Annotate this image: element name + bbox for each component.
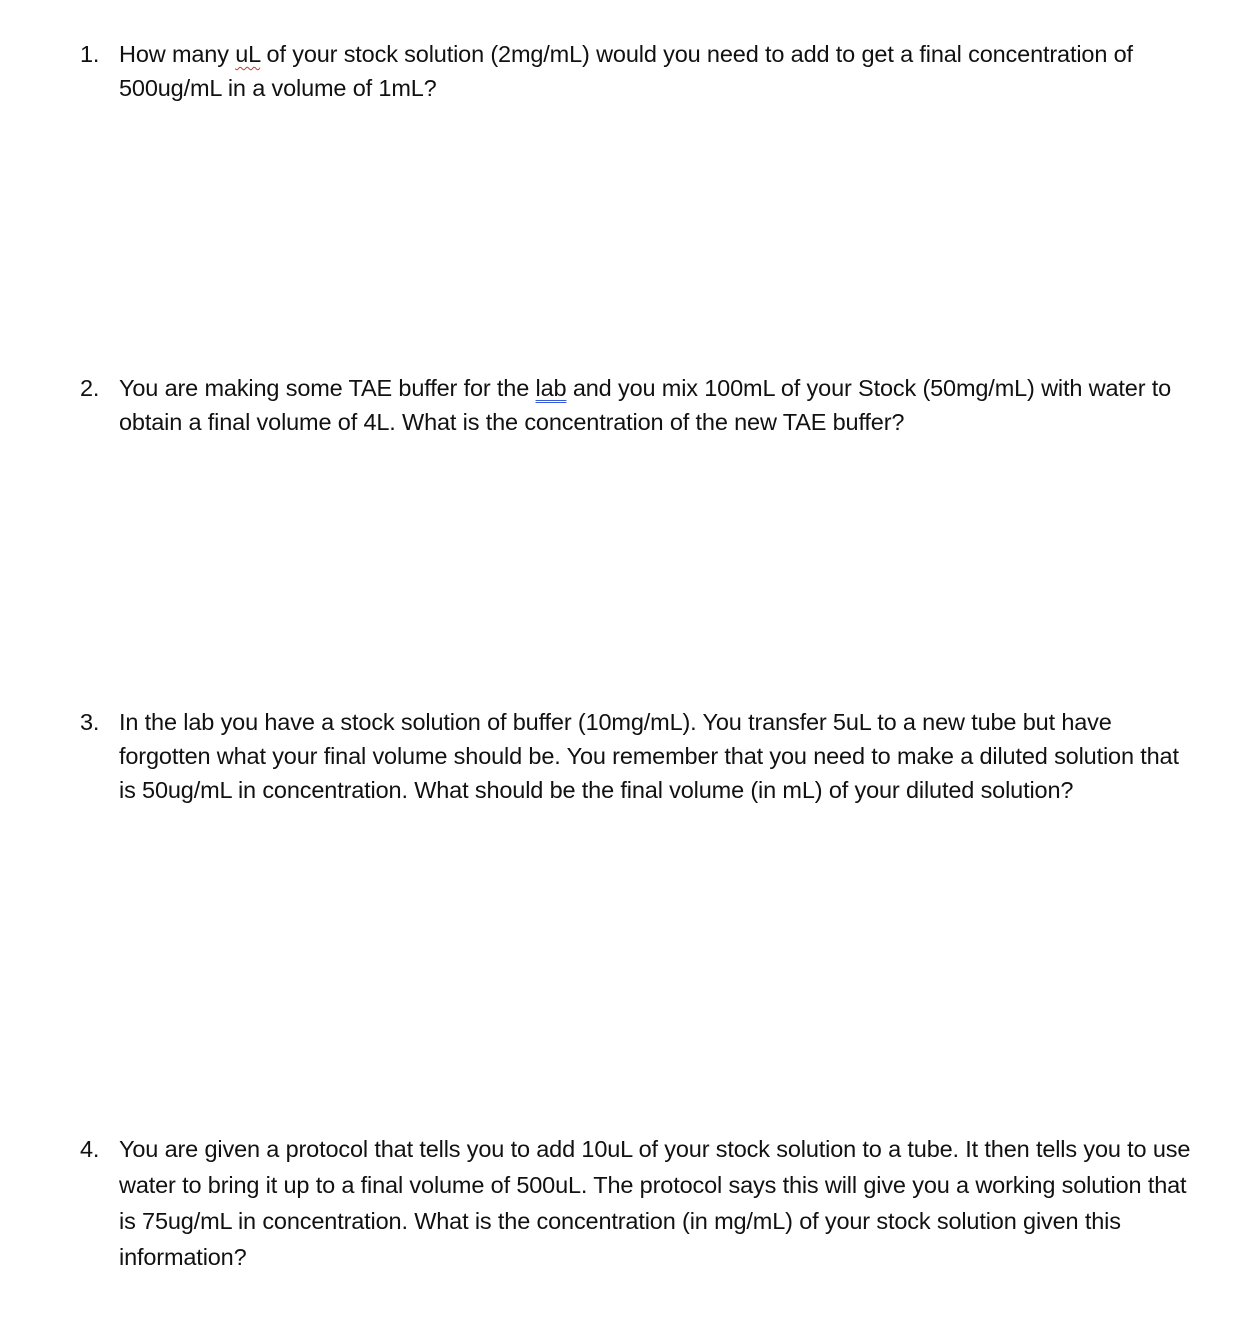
question-number: 1. xyxy=(80,41,100,67)
question-text xyxy=(119,371,1200,439)
question-text: In the lab you have a stock solution of buffer (10mg/mL). You transfer 5uL to a new tube but have forgotten what your final volume should be. You remember that you need to make a diluted solution that is 50ug/mL in concentration. What should be the final volume (in mL) of your diluted solution? xyxy=(119,709,1179,803)
question-number: 2. xyxy=(80,375,100,401)
question-text-part: of your stock solution (2mg/mL) would you need to add to get a final concentration of 500ug/mL in a volume of 1mL? xyxy=(119,41,1133,101)
question-number: 4. xyxy=(80,1136,100,1162)
question-text-part: You are making some TAE buffer for the xyxy=(119,375,536,401)
question-4 xyxy=(80,1131,1200,1275)
question-3 xyxy=(80,705,1200,807)
question-text xyxy=(119,37,1200,105)
question-2 xyxy=(80,371,1200,439)
question-text-part: and you mix 100mL of your Stock (50mg/mL) with water to obtain a final volume of 4L. What is the concentration of the new TAE buffer? xyxy=(119,375,1172,435)
grammar-underlined-word[interactable]: lab xyxy=(535,375,567,401)
question-text: You are given a protocol that tells you to add 10uL of your stock solution to a tube. It then tells you to use water to bring it up to a final volume of 500uL. The protocol says this will give you a working solution that is 75ug/mL in concentration. What is the concentration (in mg/mL) of your stock solution given this information? xyxy=(119,1136,1191,1270)
spellcheck-underlined-word[interactable]: uL xyxy=(235,41,261,67)
question-text-part: How many xyxy=(119,41,236,67)
question-1 xyxy=(80,37,1200,105)
question-number: 3. xyxy=(80,709,100,735)
